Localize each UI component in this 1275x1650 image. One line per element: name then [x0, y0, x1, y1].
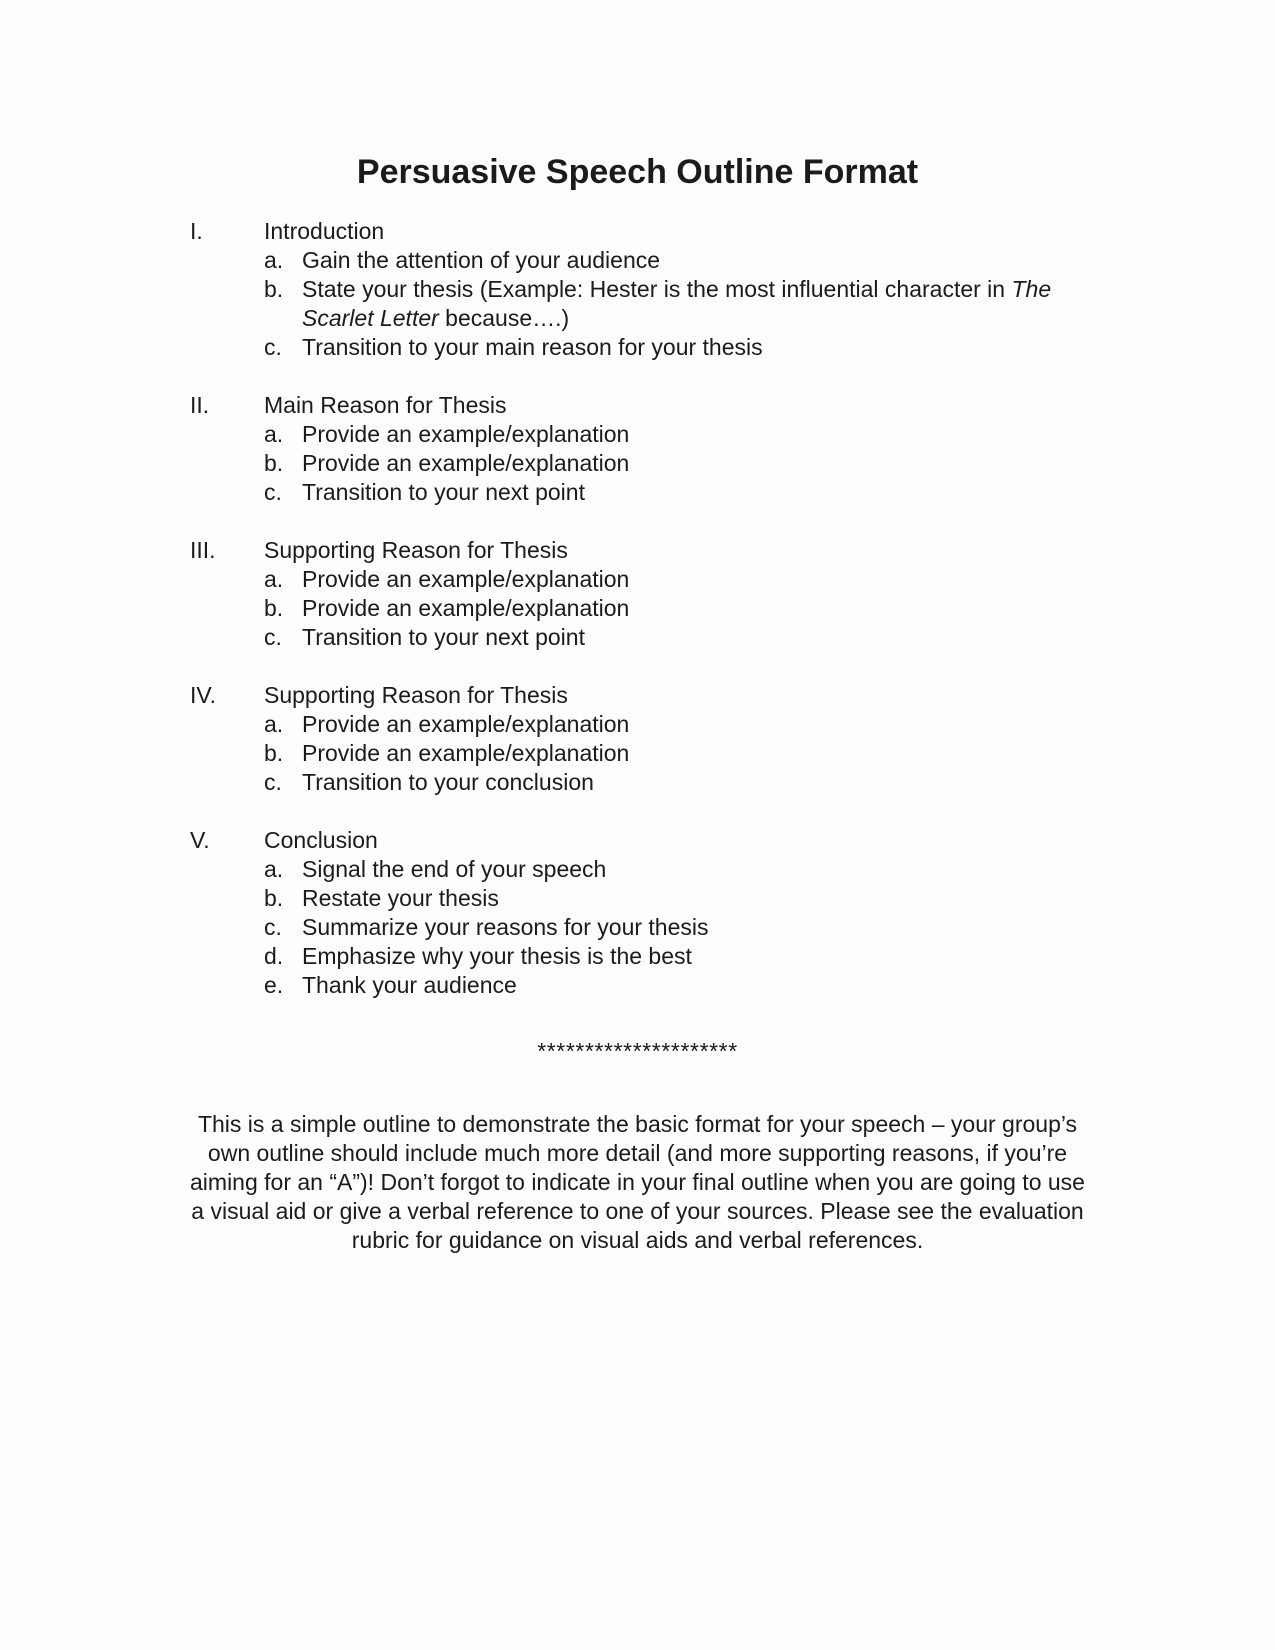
item-letter: e. — [264, 972, 284, 998]
item-letter: b. — [264, 450, 284, 476]
asterisk-separator: ********************* — [537, 1038, 738, 1064]
outline-item — [0, 710, 1275, 739]
outline-item — [0, 420, 1275, 449]
outline-item — [0, 565, 1275, 594]
outline-item — [0, 594, 1275, 623]
outline-item — [0, 739, 1275, 768]
outline-item — [0, 449, 1275, 478]
outline-item — [0, 275, 1275, 333]
item-text-regular: because….) — [438, 305, 570, 331]
item-letter: a. — [264, 711, 284, 737]
item-text: Signal the end of your speech — [302, 856, 607, 882]
section-numeral: I. — [190, 218, 203, 244]
outline-item — [0, 768, 1275, 797]
outline-section-supporting-reason-1 — [0, 536, 1275, 652]
item-text-italic: Scarlet Letter — [302, 305, 439, 331]
item-letter: b. — [264, 276, 284, 302]
item-letter: c. — [264, 479, 282, 505]
section-heading-row — [0, 536, 1275, 565]
section-heading-row — [0, 391, 1275, 420]
item-text: Emphasize why your thesis is the best — [302, 943, 692, 969]
item-letter: a. — [264, 421, 284, 447]
outline-item — [0, 478, 1275, 507]
item-letter: c. — [264, 624, 282, 650]
section-heading: Introduction — [264, 218, 385, 244]
footer-line: own outline should include much more detail (and more supporting reasons, if you’re — [207, 1140, 1068, 1166]
outline-section-main-reason — [0, 391, 1275, 507]
item-letter: c. — [264, 334, 282, 360]
section-heading-row — [0, 217, 1275, 246]
item-letter: b. — [264, 595, 284, 621]
footer-line: aiming for an “A”)! Don’t forgot to indicate in your final outline when you are going to use — [190, 1169, 1085, 1195]
item-letter: a. — [264, 247, 284, 273]
item-text: Restate your thesis — [302, 885, 499, 911]
outline-item — [0, 971, 1275, 1000]
outline-section-conclusion — [0, 826, 1275, 1000]
item-letter: d. — [264, 943, 284, 969]
section-numeral: II. — [190, 392, 210, 418]
footer-line: This is a simple outline to demonstrate the basic format for your speech – your group’s — [197, 1111, 1078, 1137]
item-text: Transition to your main reason for your thesis — [302, 334, 763, 360]
outline-item — [0, 913, 1275, 942]
item-text: Provide an example/explanation — [302, 595, 630, 621]
speech-outline — [0, 217, 1275, 1000]
item-text: Thank your audience — [302, 972, 517, 998]
item-letter: c. — [264, 914, 282, 940]
footer-line: rubric for guidance on visual aids and verbal references. — [351, 1227, 924, 1253]
section-heading: Supporting Reason for Thesis — [264, 682, 568, 708]
item-text: Transition to your next point — [302, 624, 585, 650]
item-text: Provide an example/explanation — [302, 711, 630, 737]
item-text: Provide an example/explanation — [302, 566, 630, 592]
footer-paragraph — [0, 1110, 1275, 1255]
section-heading-row — [0, 681, 1275, 710]
outline-item — [0, 333, 1275, 362]
section-heading-row — [0, 826, 1275, 855]
page-title: Persuasive Speech Outline Format — [356, 153, 919, 191]
outline-section-supporting-reason-2 — [0, 681, 1275, 797]
item-text: Transition to your conclusion — [302, 769, 594, 795]
item-letter: a. — [264, 566, 284, 592]
item-text: Summarize your reasons for your thesis — [302, 914, 709, 940]
item-letter: b. — [264, 885, 284, 911]
outline-section-introduction — [0, 217, 1275, 362]
item-text: Provide an example/explanation — [302, 421, 630, 447]
item-text: Provide an example/explanation — [302, 740, 630, 766]
outline-item — [0, 855, 1275, 884]
section-heading: Conclusion — [264, 827, 378, 853]
outline-item — [0, 884, 1275, 913]
item-letter: a. — [264, 856, 284, 882]
item-text — [302, 275, 1051, 333]
item-letter: c. — [264, 769, 282, 795]
item-text-italic: The — [1011, 276, 1052, 302]
item-text-regular: State your thesis (Example: Hester is the most influential character in — [302, 276, 1012, 302]
section-heading: Supporting Reason for Thesis — [264, 537, 568, 563]
outline-item — [0, 246, 1275, 275]
outline-item — [0, 942, 1275, 971]
section-numeral: III. — [190, 537, 216, 563]
outline-item — [0, 623, 1275, 652]
item-text: Gain the attention of your audience — [302, 247, 661, 273]
footer-line: a visual aid or give a verbal reference to one of your sources. Please see the evaluation — [191, 1198, 1084, 1224]
item-text: Provide an example/explanation — [302, 450, 630, 476]
item-text: Transition to your next point — [302, 479, 585, 505]
item-letter: b. — [264, 740, 284, 766]
section-numeral: V. — [190, 827, 210, 853]
section-numeral: IV. — [190, 682, 217, 708]
section-heading: Main Reason for Thesis — [264, 392, 507, 418]
